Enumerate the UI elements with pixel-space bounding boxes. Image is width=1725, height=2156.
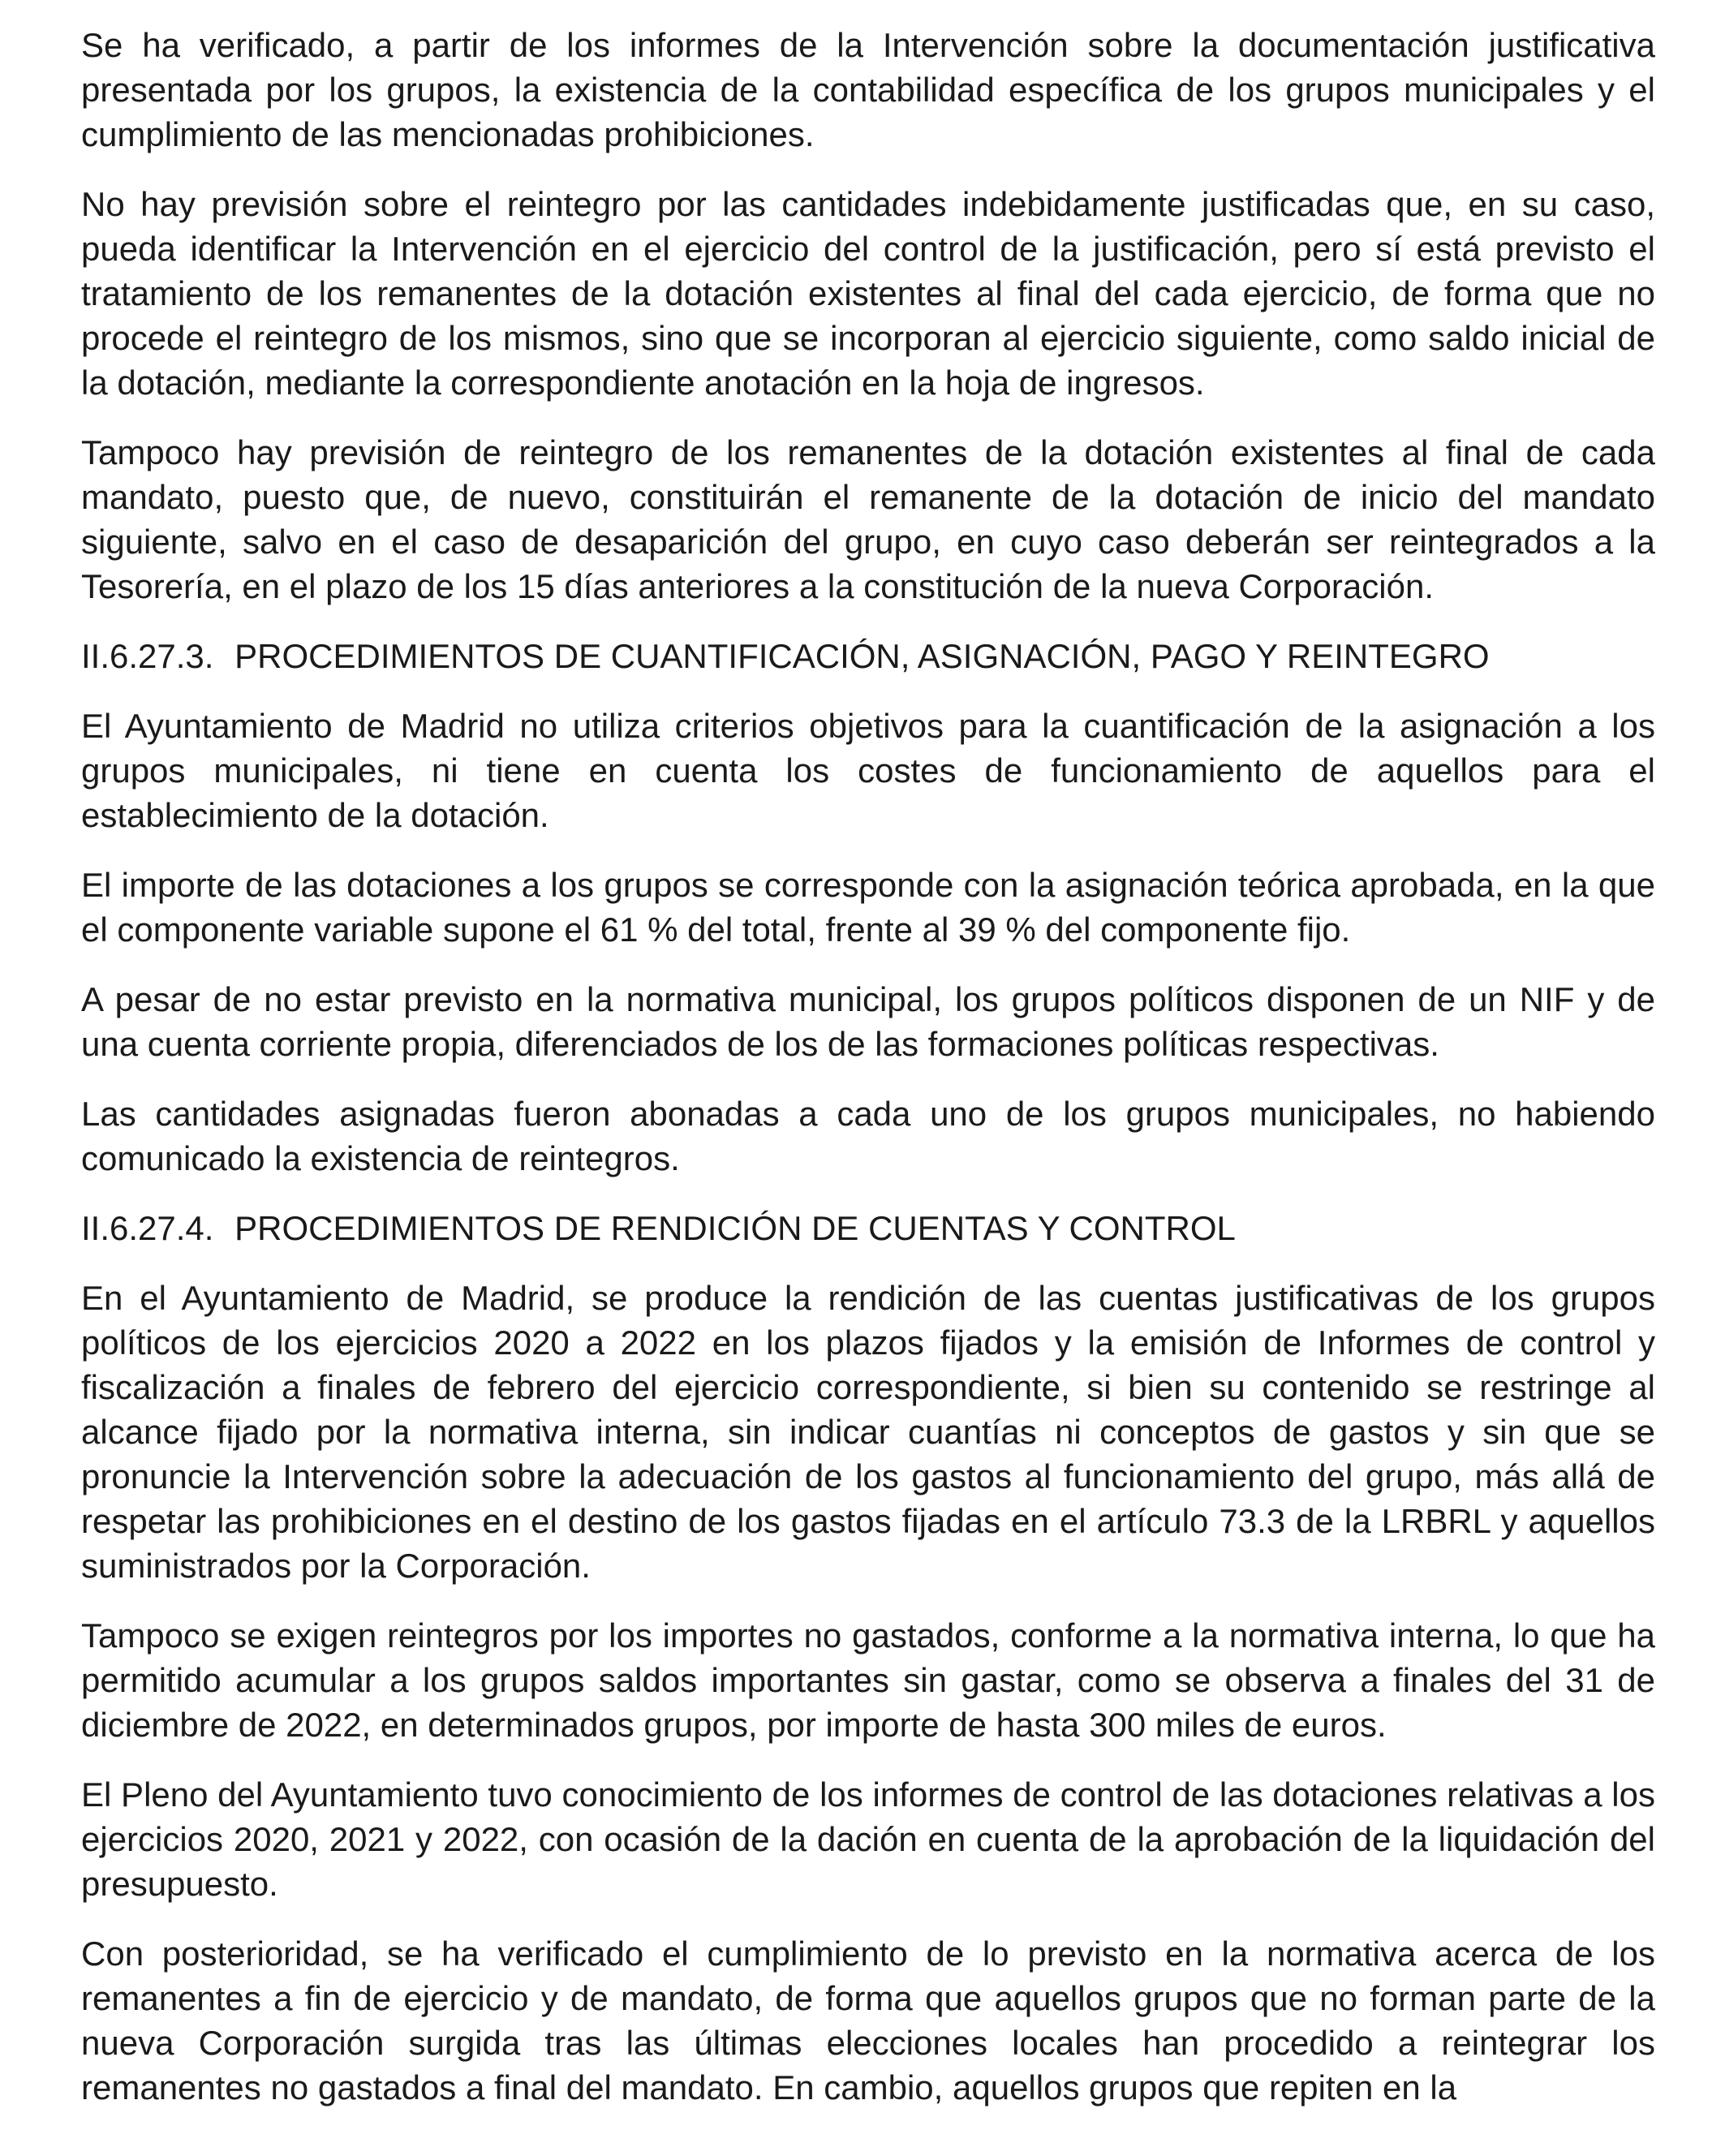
paragraph-criterios-objetivos: El Ayuntamiento de Madrid no utiliza criterios objetivos para la cuantificación de la asignación a los grupos municipales, ni tiene en cuenta los costes de funcionamiento de aquellos para el establecimiento de la dotación. <box>81 707 1655 834</box>
paragraph-importe-dotaciones: El importe de las dotaciones a los grupos se corresponde con la asignación teórica aprobada, en la que el componente variable supone el 61 % del total, frente al 39 % del componente fijo. <box>81 866 1655 949</box>
paragraph-cantidades-abonadas: Las cantidades asignadas fueron abonadas a cada uno de los grupos municipales, no habiendo comunicado la existencia de reintegros. <box>81 1095 1655 1177</box>
document-page <box>81 23 1655 2135</box>
section-heading-4 <box>81 1206 1655 1250</box>
section-heading-3 <box>81 634 1655 678</box>
paragraph-reintegro-remanentes-ejercicio: No hay previsión sobre el reintegro por las cantidades indebidamente justificadas que, en su caso, pueda identificar la Intervención en el ejercicio del control de la justificación, pero sí está previsto el tratamiento de los remanentes de la dotación existentes al final del cada ejercicio, de forma que no procede el reintegro de los mismos, sino que se incorporan al ejercicio siguiente, como saldo inicial de la dotación, mediante la correspondiente anotación en la hoja de ingresos. <box>81 185 1655 402</box>
paragraph-verification: Se ha verificado, a partir de los informes de la Intervención sobre la documentación justificativa presentada por los grupos, la existencia de la contabilidad específica de los grupos municipales y el cumplimiento de las mencionadas prohibiciones. <box>81 26 1655 153</box>
paragraph-reintegro-remanentes-mandato: Tampoco hay previsión de reintegro de los remanentes de la dotación existentes al final de cada mandato, puesto que, de nuevo, constituirán el remanente de la dotación de inicio del mandato siguiente, salvo en el caso de desaparición del grupo, en cuyo caso deberán ser reintegrados a la Tesorería, en el plazo de los 15 días anteriores a la constitución de la nueva Corporación. <box>81 433 1655 605</box>
section-number-4: II.6.27.4. <box>81 1209 214 1247</box>
section-title-4: PROCEDIMIENTOS DE RENDICIÓN DE CUENTAS Y CONTROL <box>234 1209 1236 1247</box>
paragraph-posterioridad: Con posterioridad, se ha verificado el cumplimiento de lo previsto en la normativa acerca de los remanentes a fin de ejercicio y de mandato, de forma que aquellos grupos que no forman parte de la nueva Corporación surgida tras las últimas elecciones locales han procedido a reintegrar los remanentes no gastados a final del mandato. En cambio, aquellos grupos que repiten en la <box>81 1934 1655 2107</box>
paragraph-nif-cuenta: A pesar de no estar previsto en la normativa municipal, los grupos políticos disponen de un NIF y de una cuenta corriente propia, diferenciados de los de las formaciones políticas respectivas. <box>81 980 1655 1063</box>
section-title-3: PROCEDIMIENTOS DE CUANTIFICACIÓN, ASIGNACIÓN, PAGO Y REINTEGRO <box>234 637 1490 675</box>
paragraph-rendicion-cuentas: En el Ayuntamiento de Madrid, se produce la rendición de las cuentas justificativas de los grupos políticos de los ejercicios 2020 a 2022 en los plazos fijados y la emisión de Informes de control y fiscalización a finales de febrero del ejercicio correspondiente, si bien su contenido se restringe al alcance fijado por la normativa interna, sin indicar cuantías ni conceptos de gastos y sin que se pronuncie la Intervención sobre la adecuación de los gastos al funcionamiento del grupo, más allá de respetar las prohibiciones en el destino de los gastos fijadas en el artículo 73.3 de la LRBRL y aquellos suministrados por la Corporación. <box>81 1279 1655 1585</box>
paragraph-pleno-conocimiento: El Pleno del Ayuntamiento tuvo conocimiento de los informes de control de las dotaciones relativas a los ejercicios 2020, 2021 y 2022, con ocasión de la dación en cuenta de la aprobación de la liquidación del presupuesto. <box>81 1775 1655 1903</box>
paragraph-reintegros-no-gastados: Tampoco se exigen reintegros por los importes no gastados, conforme a la normativa interna, lo que ha permitido acumular a los grupos saldos importantes sin gastar, como se observa a finales del 31 de diciembre de 2022, en determinados grupos, por importe de hasta 300 miles de euros. <box>81 1616 1655 1744</box>
section-number-3: II.6.27.3. <box>81 637 214 675</box>
